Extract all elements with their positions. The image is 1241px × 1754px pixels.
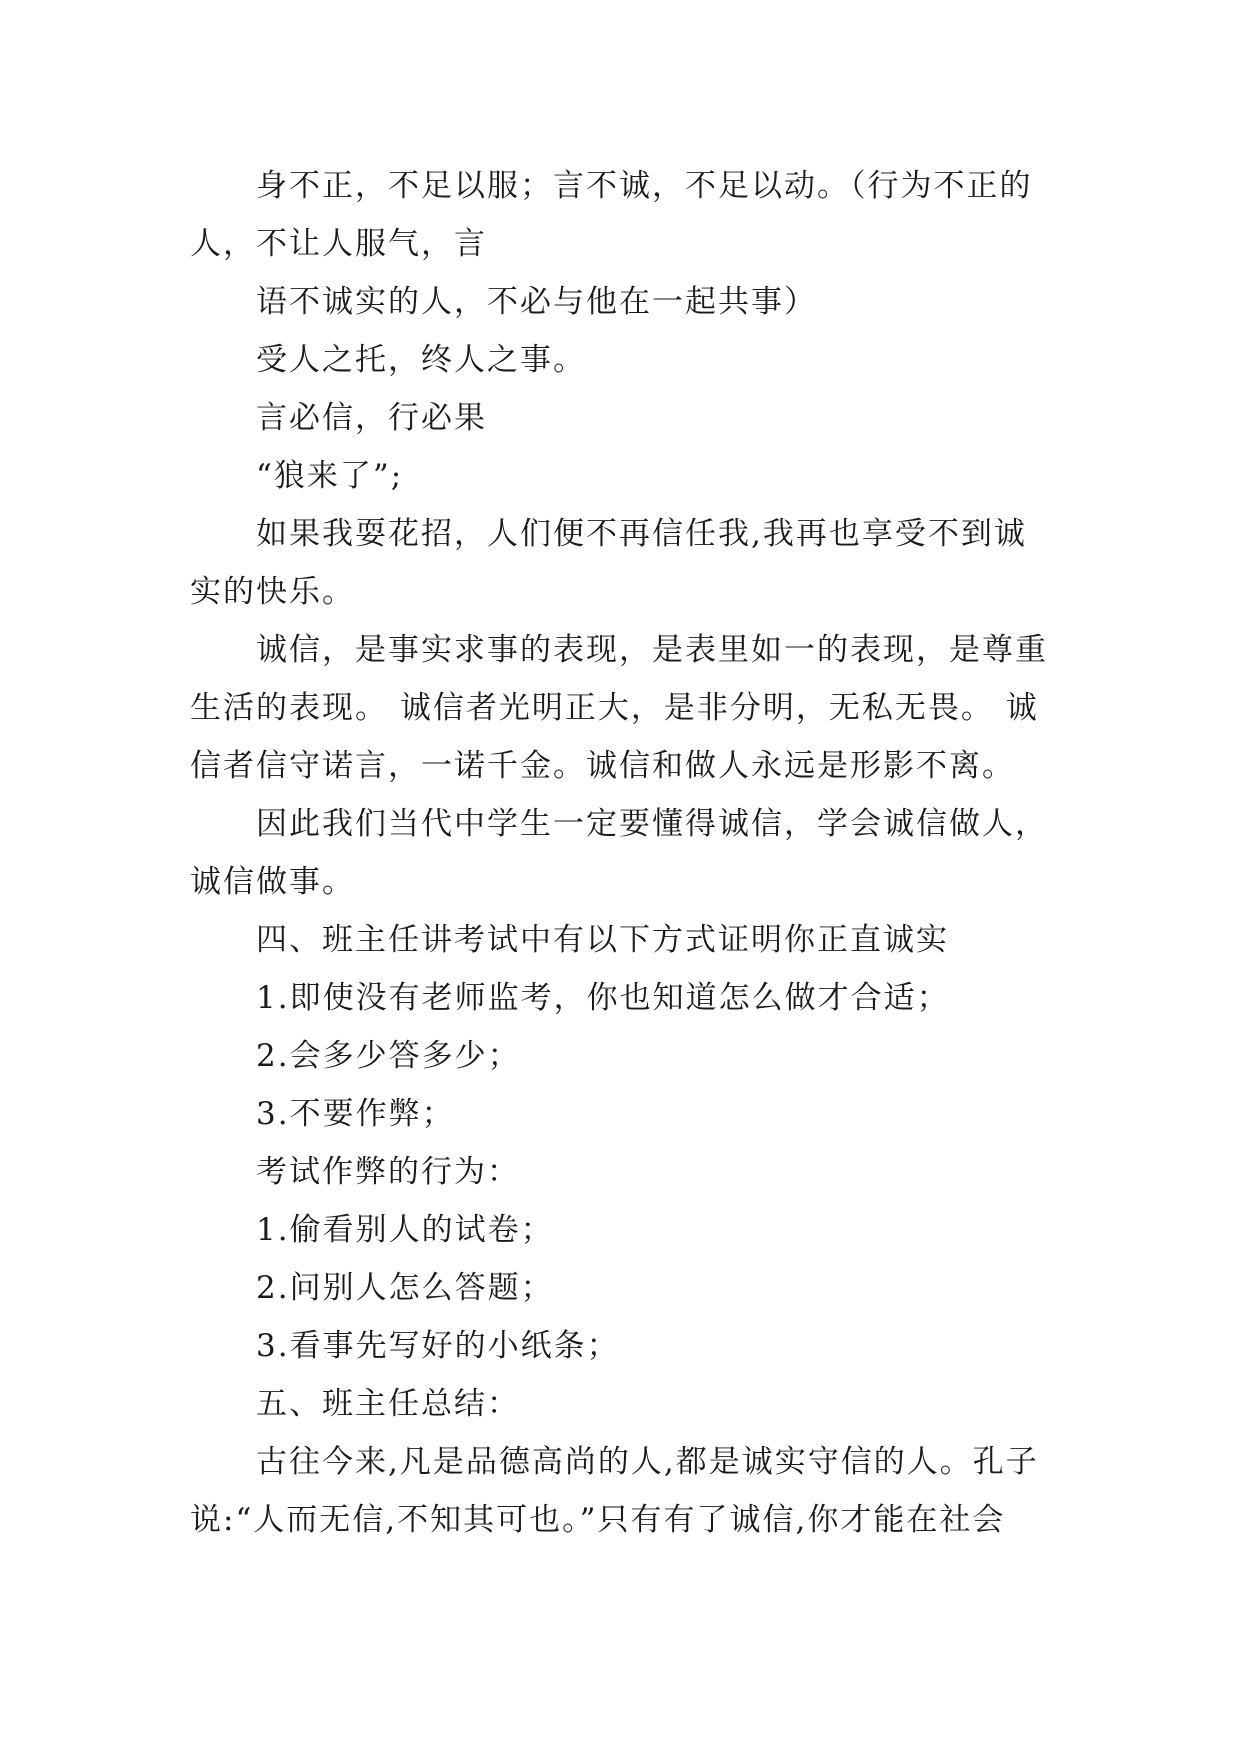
paragraph: 言必信，行必果 bbox=[256, 400, 487, 436]
list-item: 1.偷看别人的试卷； bbox=[256, 1212, 554, 1248]
list-item: 3.不要作弊； bbox=[256, 1096, 455, 1132]
list-item: 2.会多少答多少； bbox=[256, 1038, 521, 1074]
section-heading: 五、班主任总结： bbox=[256, 1386, 520, 1422]
paragraph: 身不正，不足以服；言不诚，不足以动。（行为不正的人，不让人服气，言 bbox=[190, 168, 1033, 262]
paragraph: “狼来了”; bbox=[256, 458, 404, 494]
section-heading: 四、班主任讲考试中有以下方式证明你正直诚实 bbox=[256, 922, 949, 958]
paragraph: 因此我们当代中学生一定要懂得诚信，学会诚信做人，诚信做事。 bbox=[190, 806, 1048, 900]
paragraph: 古往今来,凡是品德高尚的人,都是诚实守信的人。孔子说:“人而无信,不知其可也。”只有有了诚信,你才能在社会 bbox=[190, 1444, 1039, 1538]
list-item: 1.即使没有老师监考，你也知道怎么做才合适； bbox=[256, 980, 950, 1016]
paragraph: 受人之托，终人之事。 bbox=[256, 342, 586, 378]
paragraph: 考试作弊的行为： bbox=[256, 1154, 520, 1190]
paragraph: 语不诚实的人，不必与他在一起共事） bbox=[256, 284, 817, 320]
list-item: 2.问别人怎么答题； bbox=[256, 1270, 554, 1306]
paragraph: 如果我耍花招，人们便不再信任我,我再也享受不到诚实的快乐。 bbox=[190, 516, 1027, 610]
list-item: 3.看事先写好的小纸条； bbox=[256, 1328, 620, 1364]
document-body bbox=[190, 157, 1050, 1549]
paragraph: 诚信，是事实求事的表现，是表里如一的表现，是尊重生活的表现。 诚信者光明正大，是非分明，无私无畏。 诚信者信守诺言，一诺千金。诚信和做人永远是形影不离。 bbox=[190, 632, 1048, 784]
